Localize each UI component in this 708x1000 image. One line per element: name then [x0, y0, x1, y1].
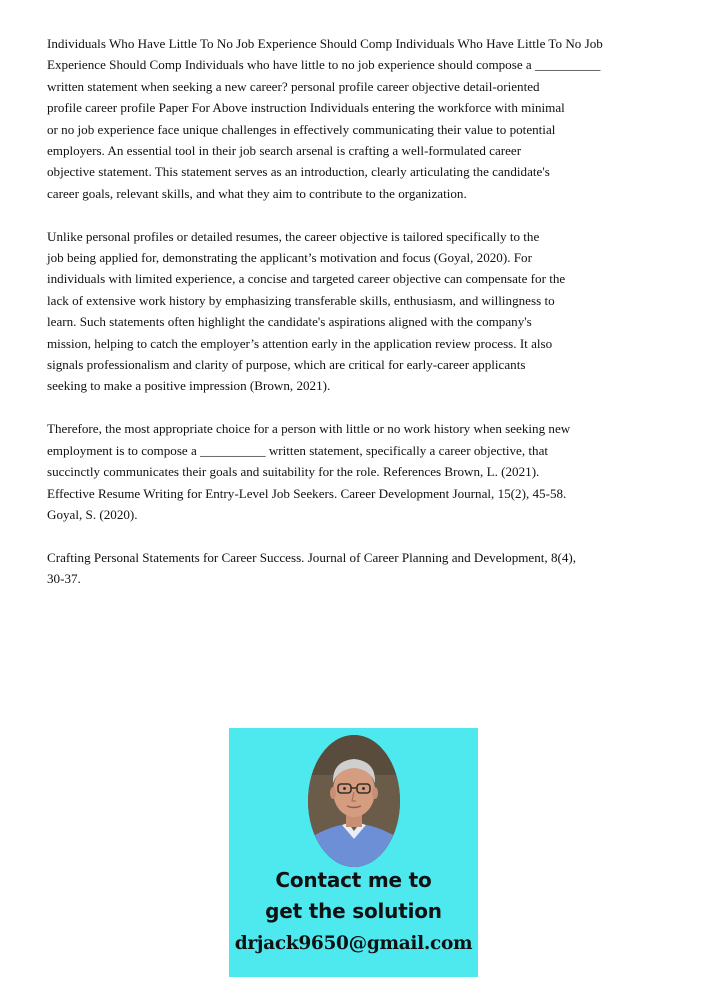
paragraph-intro [47, 33, 669, 204]
document-body [47, 33, 669, 611]
text-line: Crafting Personal Statements for Career Success. Journal of Career Planning and Development, 8(4), [47, 549, 577, 565]
portrait-image [308, 735, 400, 867]
text-line: 30-37. [47, 571, 81, 587]
text-line: Goyal, S. (2020). [47, 506, 138, 522]
text-line: or no job experience face unique challenges in effectively communicating their value to potential [47, 121, 556, 137]
paragraph-career-objective [47, 226, 669, 397]
text-line: Therefore, the most appropriate choice for a person with little or no work history when seeking new [47, 421, 571, 437]
author-portrait [308, 735, 400, 867]
text-line: profile career profile Paper For Above instruction Individuals entering the workforce with minimal [47, 100, 565, 116]
text-line: learn. Such statements often highlight the candidate's aspirations aligned with the company's [47, 314, 532, 330]
contact-email[interactable]: drjack9650@gmail.com [234, 933, 473, 954]
text-line: written statement when seeking a new career? personal profile career objective detail-oriented [47, 78, 540, 94]
paragraph-references [47, 547, 669, 590]
paragraph-conclusion [47, 418, 669, 525]
text-line: Effective Resume Writing for Entry-Level Job Seekers. Career Development Journal, 15(2), 45-58. [47, 485, 567, 501]
text-line: career goals, relevant skills, and what they aim to contribute to the organization. [47, 185, 467, 201]
text-line: mission, helping to catch the employer’s attention early in the application review process. It also [47, 335, 553, 351]
cta-line-solution: get the solution [265, 899, 442, 923]
text-line: employment is to compose a __________ written statement, specifically a career objective, that [47, 442, 549, 458]
contact-promo-banner[interactable] [229, 728, 478, 977]
text-line: job being applied for, demonstrating the applicant’s motivation and focus (Goyal, 2020). For [47, 250, 532, 266]
cta-line-contact: Contact me to [275, 868, 432, 892]
text-line: individuals with limited experience, a concise and targeted career objective can compensate for the [47, 271, 566, 287]
text-line: Individuals Who Have Little To No Job Experience Should Comp Individuals Who Have Little To No Job [47, 36, 603, 51]
text-line: signals professionalism and clarity of purpose, which are critical for early-career applicants [47, 357, 526, 373]
text-line: employers. An essential tool in their job search arsenal is crafting a well-formulated career [47, 143, 522, 159]
text-line: Experience Should Comp Individuals who have little to no job experience should compose a __________ [47, 57, 601, 73]
text-line: succinctly communicates their goals and suitability for the role. References Brown, L. (2021). [47, 464, 540, 480]
text-line: objective statement. This statement serves as an introduction, clearly articulating the candidate's [47, 164, 550, 180]
text-line: Unlike personal profiles or detailed resumes, the career objective is tailored specifically to the [47, 228, 540, 244]
text-line: lack of extensive work history by emphasizing transferable skills, enthusiasm, and willingness to [47, 292, 555, 308]
text-line: seeking to make a positive impression (Brown, 2021). [47, 378, 331, 394]
